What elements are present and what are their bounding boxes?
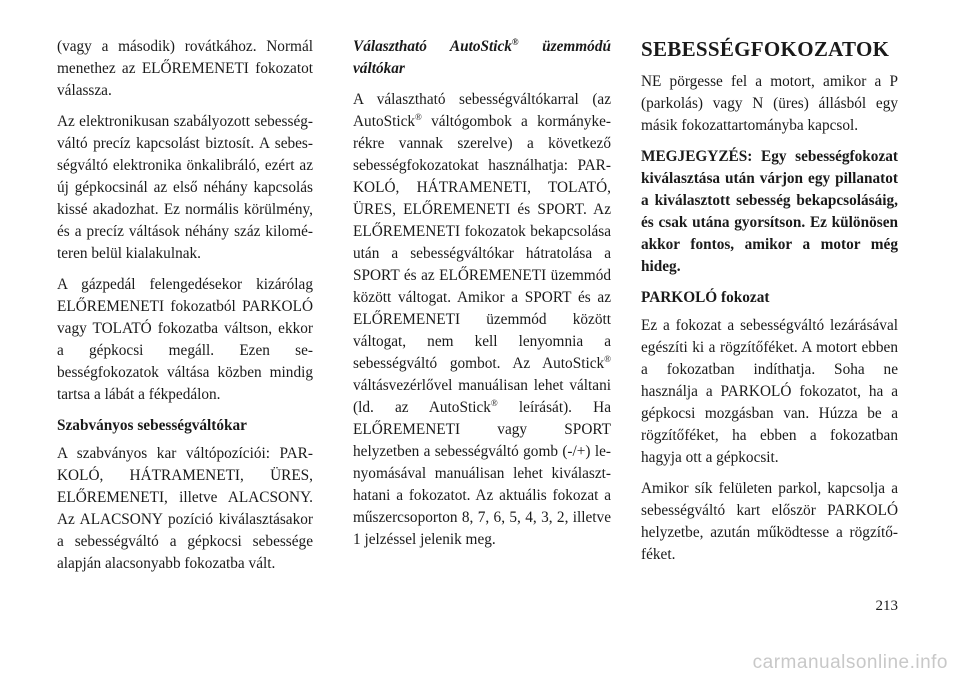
- heading-text: üzemmódú váltókar: [353, 38, 611, 77]
- paragraph: Ez a fokozat a sebességváltó lezárásával egészíti ki a rögzítőféket. A motort ebben a fokozatban indíthatja. Soha ne használja a PARKOLÓ fokozatot, ha a gépkocsi mozgásban van. Húzza be a rögzítőféket, ha ebben a fokozatban hagyja ott a gépkocsit.: [641, 317, 898, 466]
- section-heading: Szabványos sebességváltókar: [57, 417, 247, 434]
- section-heading: PARKOLÓ fokozat: [641, 289, 770, 306]
- text-run: váltógombok a kormánykerékre vannak szerelve) a következő sebességfokozatokat használhatja: PARKOLÓ, HÁTRAMENETI, TOLATÓ, ÜRES, ELŐREMENETI és SPORT. Az ELŐREMENETI fokozatok bekapcsolása után a sebességváltókar hátratolása a SPORT és az ELŐREMENETI üzemmód között váltogat. Amikor a SPORT és az ELŐREMENETI üzemmód között váltogat, nem kell lenyomnia a sebességváltó gombot. Az AutoStick: [353, 113, 611, 372]
- watermark: carmanualsonline.info: [752, 652, 948, 673]
- paragraph: NE pörgesse fel a motort, amikor a P (parkolás) vagy N (üres) állásból egy másik fokozattartományba kapcsol.: [641, 73, 898, 134]
- column-middle: [353, 36, 611, 560]
- paragraph: Az elektronikusan szabályozott sebességváltó precíz kapcsolást biztosít. A sebességváltó elektronika önkalibráló, ezért az új gépkocsinál az első néhány kapcsolás kissé akadozhat. Ez normális körülmény, és a precíz váltások néhány száz kilométeren belül kialakulnak.: [57, 113, 313, 262]
- heading-text: Választható AutoStick: [353, 38, 512, 55]
- paragraph: (vagy a második) rovátkához. Normál menethez az ELŐREMENETI fokozatot válassza.: [57, 38, 313, 99]
- section-heading: [353, 36, 611, 80]
- text-run: leírását). Ha ELŐREMENETI vagy SPORT helyzetben a sebességváltó gomb (-/+) lenyomásával manuálisan lehet kiválaszthatani a fokozatot. Az aktuális fokozat a műszercsoporton 8, 7, 6, 5, 4, 3, 2, illetve 1 jelzéssel jelenik meg.: [353, 399, 611, 548]
- page-number: 213: [875, 598, 898, 614]
- note: MEGJEGYZÉS: Egy sebességfokozat kiválasztása után várjon egy pillanatot a kiválasztott sebesség bekapcsolásáig, és csak utána gyorsítson. Ez különösen akkor fontos, amikor a motor még hideg.: [641, 148, 898, 275]
- paragraph: A gázpedál felengedésekor kizárólag ELŐREMENETI fokozatból PARKOLÓ vagy TOLATÓ fokozatba váltson, ekkor a gépkocsi megáll. Ezen sebességfokozatok váltása közben mindig tartsa a lábát a fékpedálon.: [57, 276, 313, 403]
- column-left: [57, 36, 313, 584]
- registered-mark: ®: [415, 112, 422, 122]
- column-right: [641, 36, 898, 575]
- paragraph: [353, 89, 611, 551]
- registered-mark: ®: [604, 354, 611, 364]
- text-run: váltásvezérlővel manuálisan lehet váltani (ld. az AutoStick: [353, 377, 611, 416]
- text-run: A választható sebességváltókarral (az AutoStick: [353, 91, 611, 130]
- registered-mark: ®: [490, 398, 498, 408]
- paragraph: Amikor sík felületen parkol, kapcsolja a sebességváltó kart először PARKOLÓ helyzetbe, azután működtesse a rögzítőféket.: [641, 480, 898, 563]
- registered-mark: ®: [511, 37, 519, 47]
- paragraph: A szabványos kar váltópozíciói: PARKOLÓ, HÁTRAMENETI, ÜRES, ELŐREMENETI, illetve ALACSONY. Az ALACSONY pozíció kiválasztásakor a sebességváltó a gépkocsi sebessége alapján alacsonyabb fokozatba vált.: [57, 445, 313, 572]
- page-title: SEBESSÉGFOKOZATOK: [641, 37, 890, 61]
